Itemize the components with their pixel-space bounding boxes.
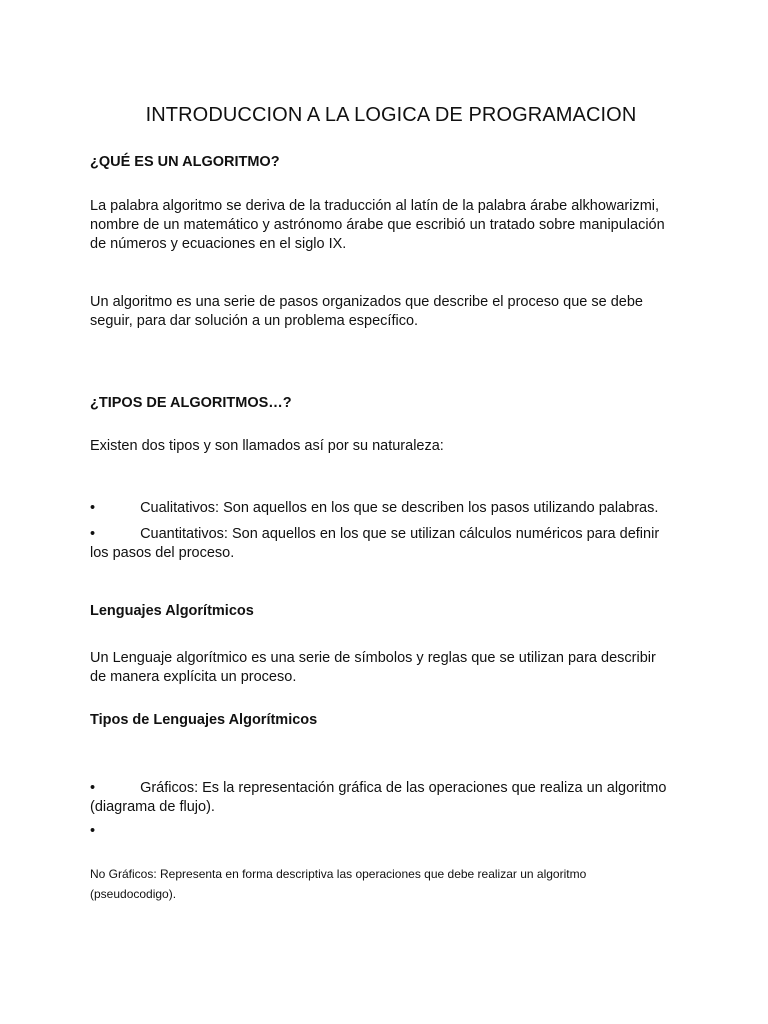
list-item-empty xyxy=(90,822,678,841)
paragraph-line: Un algoritmo es una serie de pasos organizados que describe el proceso que se debe xyxy=(90,294,643,310)
bullet-icon: • xyxy=(90,526,96,542)
note-no-graficos xyxy=(90,864,650,904)
paragraph-line: La palabra algoritmo se deriva de la traducción al latín de la palabra árabe alkhowarizmi, xyxy=(90,198,660,214)
list-item-text: Cuantitativos: Son aquellos en los que se utilizan cálculos numéricos para definir xyxy=(140,526,660,542)
section-heading-que-es-algoritmo: ¿QUÉ ES UN ALGORITMO? xyxy=(90,154,280,170)
paragraph-lenguaje-algoritmico xyxy=(90,649,678,687)
section-heading-tipos-lenguajes: Tipos de Lenguajes Algorítmicos xyxy=(90,712,318,728)
note-line: (pseudocodigo). xyxy=(90,887,177,901)
bullet-icon: • xyxy=(90,500,96,516)
section-heading-lenguajes-algoritmicos: Lenguajes Algorítmicos xyxy=(90,603,254,619)
paragraph-line: seguir, para dar solución a un problema específico. xyxy=(90,313,419,329)
paragraph-intro-tipos: Existen dos tipos y son llamados así por su naturaleza: xyxy=(90,438,444,454)
paragraph-origen-algoritmo xyxy=(90,197,678,254)
paragraph-line: de manera explícita un proceso. xyxy=(90,669,297,685)
bullet-icon: • xyxy=(90,780,96,796)
list-item-cualitativos xyxy=(90,499,678,518)
paragraph-line: de números y ecuaciones en el siglo IX. xyxy=(90,236,347,252)
section-heading-tipos-algoritmos: ¿TIPOS DE ALGORITMOS…? xyxy=(90,395,292,411)
list-item-graficos xyxy=(90,779,678,817)
paragraph-line: Un Lenguaje algorítmico es una serie de símbolos y reglas que se utilizan para describir xyxy=(90,650,656,666)
list-item-text-continuation: los pasos del proceso. xyxy=(90,545,235,561)
list-item-text: Cualitativos: Son aquellos en los que se describen los pasos utilizando palabras. xyxy=(140,500,659,516)
note-line: No Gráficos: Representa en forma descriptiva las operaciones que debe realizar un algoritmo xyxy=(90,867,587,881)
document-title: INTRODUCCION A LA LOGICA DE PROGRAMACION xyxy=(145,104,637,126)
bullet-icon: • xyxy=(90,823,96,839)
paragraph-line: nombre de un matemático y astrónomo árabe que escribió un tratado sobre manipulación xyxy=(90,217,665,233)
list-item-text-continuation: (diagrama de flujo). xyxy=(90,799,215,815)
list-item-text: Gráficos: Es la representación gráfica de las operaciones que realiza un algoritmo xyxy=(140,780,667,796)
list-item-cuantitativos xyxy=(90,525,678,563)
paragraph-definicion-algoritmo xyxy=(90,293,678,331)
